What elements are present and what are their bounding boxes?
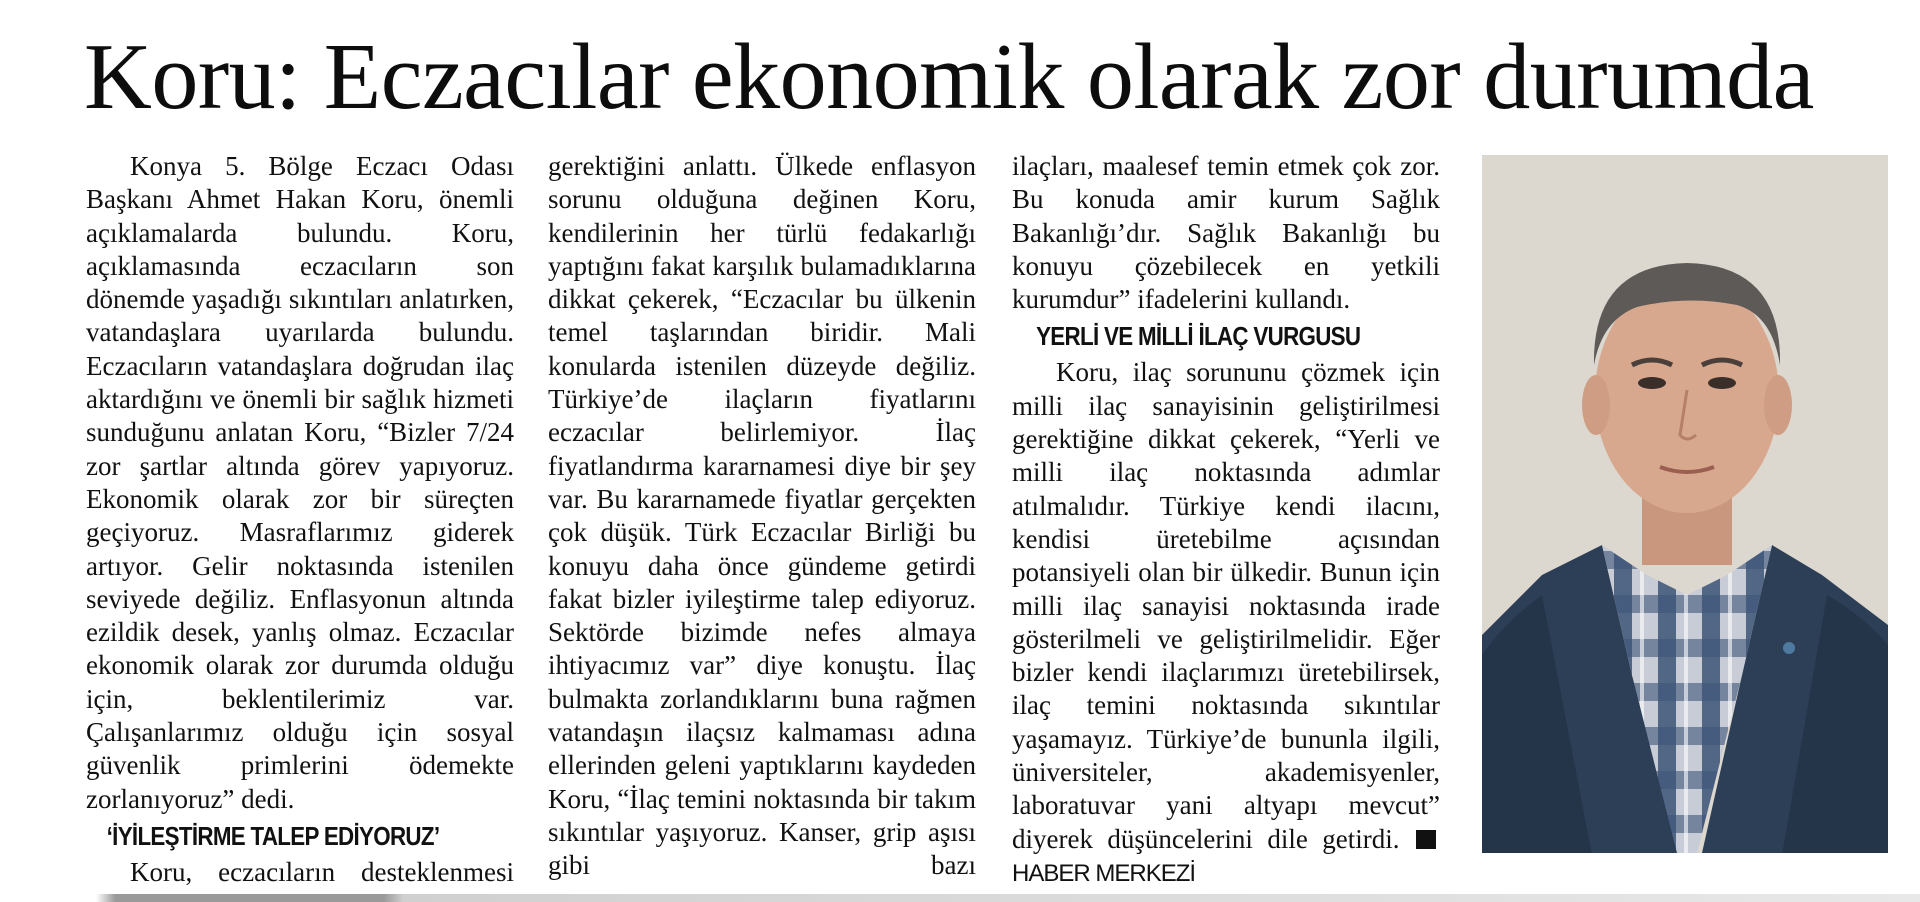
portrait-photo — [1482, 155, 1888, 853]
article-column-1 — [86, 150, 514, 889]
paragraph-text: Koru, ilaç sorununu çözmek için milli ilaç sanayisinin geliştirilmesi gerektiğine dikkat çekerek, “Yerli ve milli ilaç noktasında adımlar atılmalıdır. Türkiye kendi ilacını, kendisi üretebilme açısından potansiyeli olan bir ülkedir. Bunun için milli ilaç sanayisi noktasında irade gösterilmeli ve geliştirilmelidir. Eğer bizler kendi ilaçlarımızı üretebilirsek, ilaç temini noktasında sıkıntılar yaşamayız. Türkiye’de bununla ilgili, üniversiteler, akademisyenler, laboratuvar yani altyapı mevcut” diyerek düşüncelerini dile getirdi. — [1012, 357, 1440, 854]
paragraph: gerektiğini anlattı. Ülkede enflasyon sorunu olduğuna değinen Koru, kendilerinin her türlü fedakarlığı yaptığını fakat karşılık bulamadıklarına dikkat çekerek, “Eczacılar bu ülkenin temel taşlarından biridir. Mali konularda istenilen düzeyde değiliz. Türkiye’de ilaçların fiyatlarını eczacılar belirlemiyor. İlaç fiyatlandırma kararnamesi diye bir şey var. Bu kararnamede fiyatlar gerçekten çok düşük. Türk Eczacılar Birliği bu konuyu daha önce gündeme getirdi fakat bizler iyileştirme talep ediyoruz. Sektörde bizimde nefes almaya ihtiyacımız var” diye konuştu. İlaç bulmakta zorlandıklarını buna rağmen vatandaşın ilaçsız kalmaması adına ellerinden geleni yaptıklarını kaydeden Koru, “İlaç temini noktasında bir takım sıkıntılar yaşıyoruz. Kanser, grip aşısı gibi bazı — [548, 151, 976, 881]
headline: Koru: Eczacılar ekonomik olarak zor durumda — [84, 25, 1814, 129]
portrait-illustration — [1482, 155, 1888, 853]
byline: HABER MERKEZİ — [1012, 859, 1196, 887]
paragraph: Konya 5. Bölge Eczacı Odası Başkanı Ahmet Hakan Koru, önemli açıklamalarda bulundu. Koru, açıklamasında eczacıların son dönemde yaşadığı sıkıntıları anlatırken, vatandaşlara uyarılarda bulundu. Eczacıların vatandaşlara doğrudan ilaç aktardığını ve önemli bir sağlık hizmeti sunduğunu anlatan Koru, “Bizler 7/24 zor şartlar altında görev yapıyoruz. Ekonomik olarak zor bir süreçten geçiyoruz. Masraflarımız giderek artıyor. Gelir noktasında istenilen seviyede değiliz. Enflasyonun altında ezildik desek, yanlış olmaz. Eczacılar ekonomik olarak zor durumda olduğu için, beklentilerimiz var. Çalışanlarımız olduğu için sosyal güvenlik primlerini ödemekte zorlanıyoruz” dedi. — [86, 151, 514, 814]
page-divider — [0, 894, 1920, 902]
subheading: YERLİ VE MİLLİ İLAÇ VURGUSU — [1036, 321, 1361, 352]
paragraph — [1012, 356, 1440, 890]
article-column-2 — [548, 150, 976, 883]
byline-square-icon — [1416, 830, 1436, 849]
paragraph: Koru, eczacıların desteklenmesi — [130, 856, 514, 887]
article-column-3 — [1012, 150, 1440, 890]
subheading: ‘İYİLEŞTİRME TALEP EDİYORUZ’ — [106, 820, 440, 851]
paragraph: ilaçları, maalesef temin etmek çok zor. Bu konuda amir kurum Sağlık Bakanlığı’dır. Sağlık Bakanlığı bu konuyu çözebilecek en yetkili kurumdur” ifadelerini kullandı. — [1012, 151, 1440, 315]
